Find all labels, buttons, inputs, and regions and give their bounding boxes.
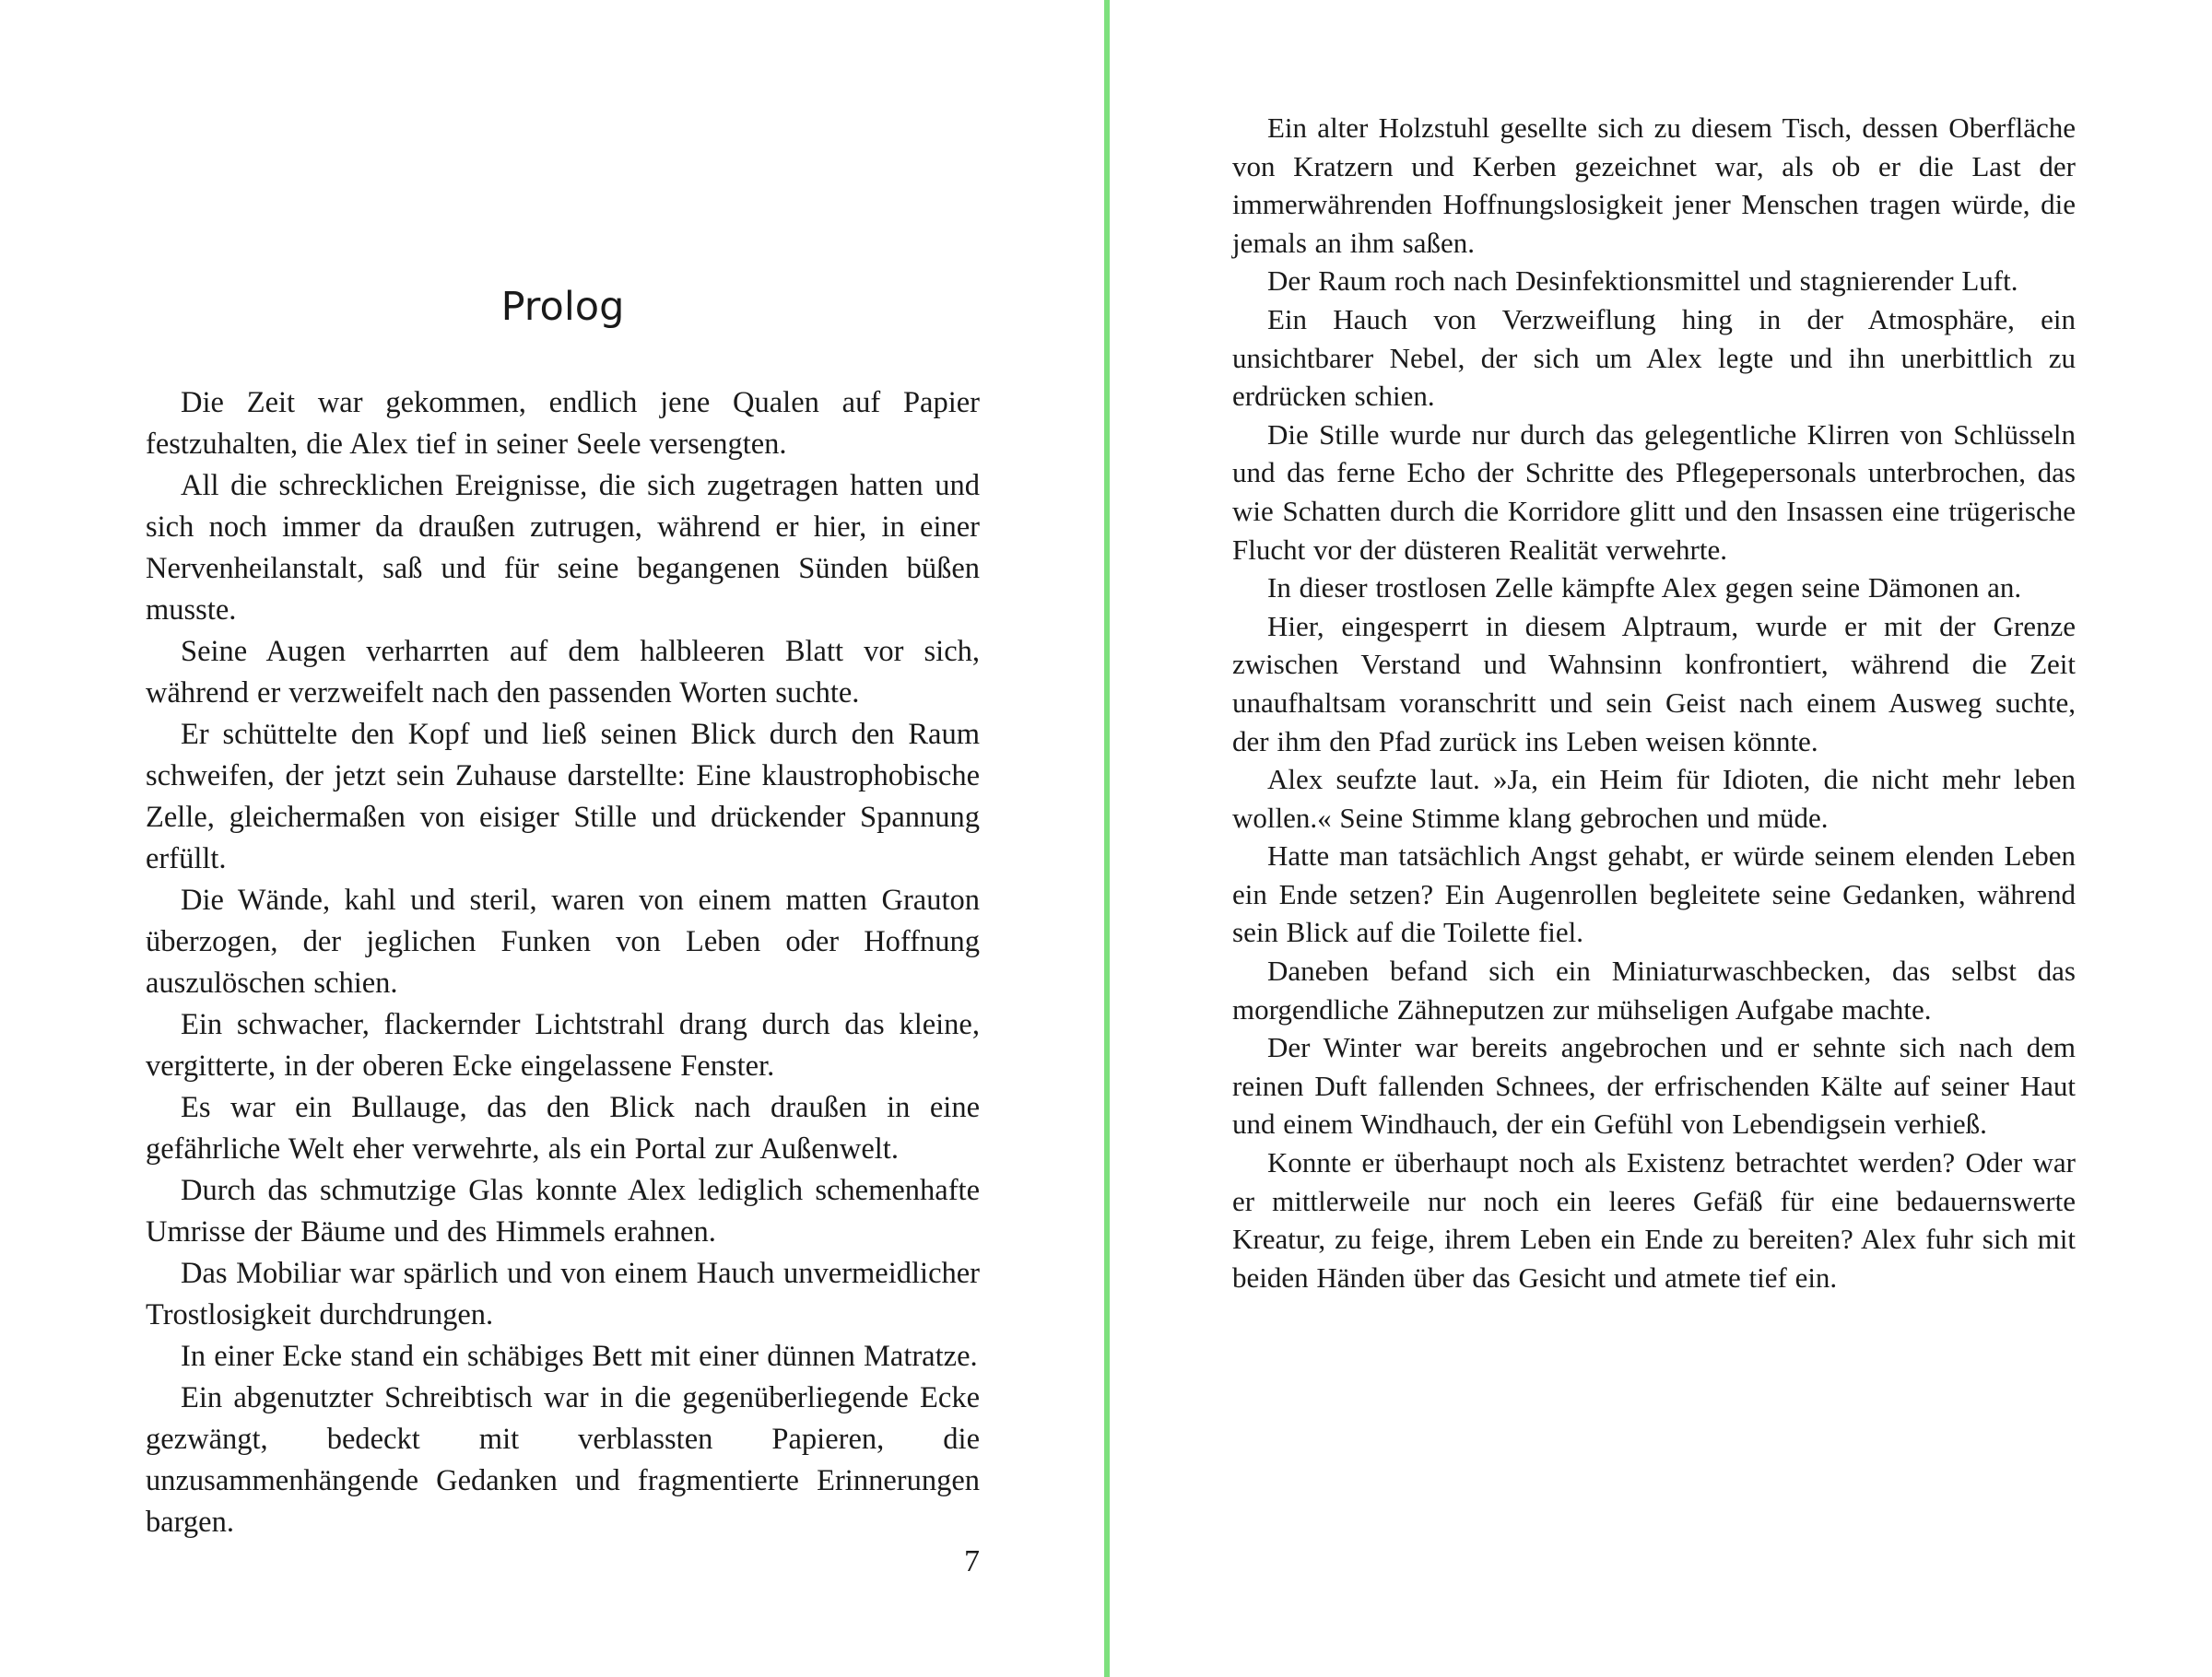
paragraph: Das Mobiliar war spärlich und von einem Hauch unvermeidlicher Trostlosigkeit durchdrungen. xyxy=(146,1257,980,1331)
paragraph: In dieser trostlosen Zelle kämpfte Alex gegen seine Dämonen an. xyxy=(1267,571,2022,604)
paragraph: Seine Augen verharrten auf dem halbleeren Blatt vor sich, während er verzweifelt nach den passenden Worten suchte. xyxy=(146,635,980,710)
paragraph: Es war ein Bullauge, das den Blick nach draußen in eine gefährliche Welt eher verwehrte, als ein Portal zur Außenwelt. xyxy=(146,1091,980,1166)
paragraph: Ein Hauch von Verzweiflung hing in der Atmosphäre, ein unsichtbarer Nebel, der sich um Alex legte und ihn unerbittlich zu erdrücken schien. xyxy=(1232,302,2076,413)
paragraph: Daneben befand sich ein Miniaturwaschbecken, das selbst das morgendliche Zähneputzen zur mühseligen Aufgabe machte. xyxy=(1232,955,2076,1026)
paragraph: Der Raum roch nach Desinfektionsmittel und stagnierender Luft. xyxy=(1267,264,2018,298)
paragraph: In einer Ecke stand ein schäbiges Bett mit einer dünnen Matratze. xyxy=(181,1340,978,1373)
paragraph: Hatte man tatsächlich Angst gehabt, er würde seinem elenden Leben ein Ende setzen? Ein Augenrollen begleitete seine Gedanken, während sein Blick auf die Toilette fiel. xyxy=(1232,839,2076,949)
paragraph: Die Stille wurde nur durch das gelegentliche Klirren von Schlüsseln und das ferne Echo der Schritte des Pflegepersonals unterbrochen, das wie Schatten durch die Korridore glitt und den Insassen eine trügerische Flucht vor der düsteren Realität verwehrte. xyxy=(1232,417,2076,566)
right-page xyxy=(1232,109,2076,1296)
paragraph: Alex seufzte laut. »Ja, ein Heim für Idioten, die nicht mehr leben wollen.« Seine Stimme klang gebrochen und müde. xyxy=(1232,763,2076,834)
paragraph: Die Wände, kahl und steril, waren von einem matten Grauton überzogen, der jeglichen Funken von Leben oder Hoffnung auszulöschen schien. xyxy=(146,884,980,1000)
paragraph: Durch das schmutzige Glas konnte Alex lediglich schemenhafte Umrisse der Bäume und des Himmels erahnen. xyxy=(146,1174,980,1249)
chapter-title: Prolog xyxy=(500,284,625,330)
page-gutter-divider xyxy=(1104,0,1110,1677)
left-page-body xyxy=(146,382,980,1543)
paragraph: Ein schwacher, flackernder Lichtstrahl drang durch das kleine, vergitterte, in der oberen Ecke eingelassene Fenster. xyxy=(146,1008,980,1083)
paragraph: Konnte er überhaupt noch als Existenz betrachtet werden? Oder war er mittlerweile nur noch ein leeres Gefäß für eine bedauernswerte Kreatur, zu feige, ihrem Leben ein Ende zu bereiten? Alex fuhr sich mit beiden Händen über das Gesicht und atmete tief ein. xyxy=(1232,1146,2076,1294)
paragraph: Die Zeit war gekommen, endlich jene Qualen auf Papier festzuhalten, die Alex tief in seiner Seele versengten. xyxy=(146,386,980,461)
paragraph: Ein alter Holzstuhl gesellte sich zu diesem Tisch, dessen Oberfläche von Kratzern und Kerben gezeichnet war, als ob er die Last der immerwährenden Hoffnungslosigkeit jener Menschen tragen würde, die jemals an ihm saßen. xyxy=(1232,111,2076,259)
page-number: 7 xyxy=(964,1544,980,1578)
paragraph: Er schüttelte den Kopf und ließ seinen Blick durch den Raum schweifen, der jetzt sein Zuhause darstellte: Eine klaustrophobische Zelle, gleichermaßen von eisiger Stille und drückender Spannung erfüllt. xyxy=(146,718,980,875)
paragraph: Ein abgenutzter Schreibtisch war in die gegenüberliegende Ecke gezwängt, bedeckt mit verblassten Papieren, die unzusammenhängende Gedanken und fragmentierte Erinnerungen bargen. xyxy=(146,1381,980,1539)
left-page xyxy=(146,0,980,1677)
paragraph: All die schrecklichen Ereignisse, die sich zugetragen hatten und sich noch immer da draußen zutrugen, während er hier, in einer Nervenheilanstalt, saß und für seine begangenen Sünden büßen musste. xyxy=(146,469,980,627)
paragraph: Hier, eingesperrt in diesem Alptraum, wurde er mit der Grenze zwischen Verstand und Wahnsinn konfrontiert, während die Zeit unaufhaltsam voranschritt und sein Geist nach einem Ausweg suchte, der ihm den Pfad zurück ins Leben weisen könnte. xyxy=(1232,609,2076,757)
paragraph: Der Winter war bereits angebrochen und er sehnte sich nach dem reinen Duft fallenden Schnees, der erfrischenden Kälte auf seiner Haut und einem Windhauch, der ein Gefühl von Lebendigsein verhieß. xyxy=(1232,1031,2076,1141)
